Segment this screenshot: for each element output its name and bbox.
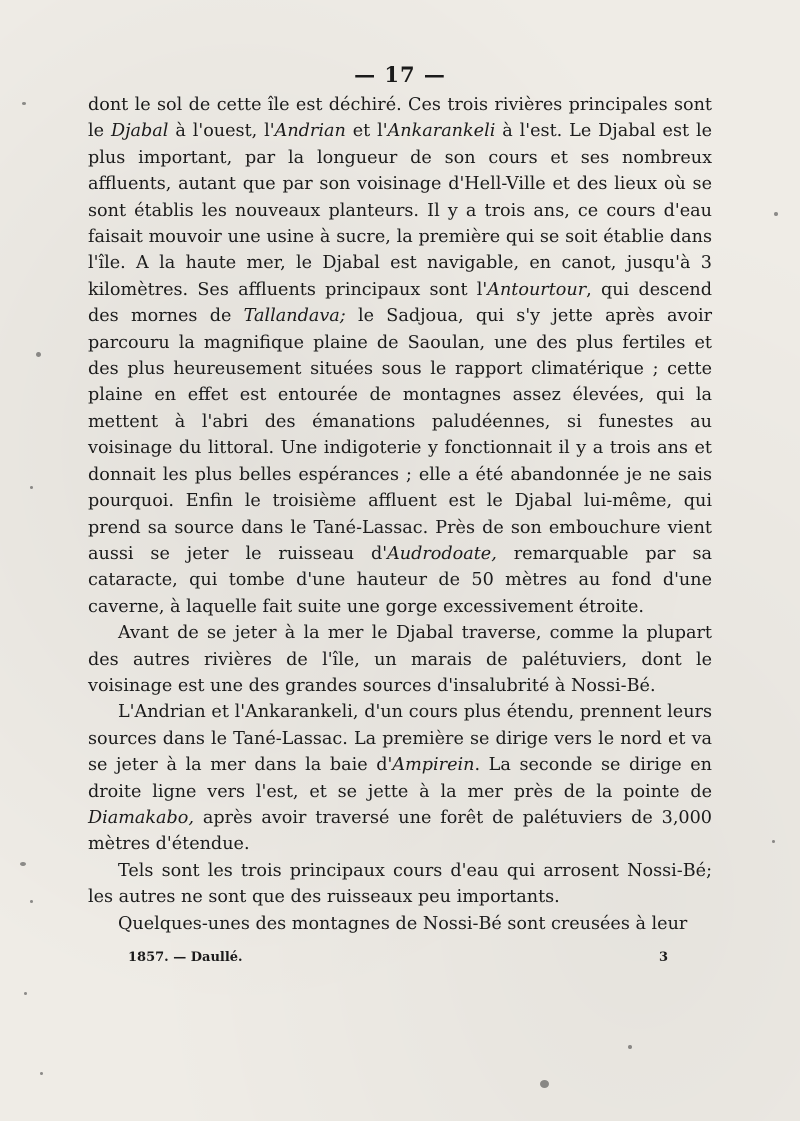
text-run: , qui descend des mornes de [88,279,713,327]
text-run: L'Andrian et l'Ankarankeli, d'un cours plus étendu, prennent leurs sources dans le Tané-Lassac. La première se dirige vers le nord et va se jeter à la mer dans la baie d' [88,702,712,776]
italic-term: Audrodoate, [387,543,497,564]
text-run: Avant de se jeter à la mer le Djabal traverse, comme la plupart des autres rivières de l'île, un marais de palétuviers, dont le voisinage est une des grandes sources d'insalubrité à Nossi-Bé. [88,623,712,696]
body-text [88,92,712,937]
ink-speck [40,1072,43,1075]
body-paragraph [88,858,712,911]
sheet-number: 3 [658,950,668,965]
body-paragraph [88,911,712,937]
text-run: Quelques-unes des montagnes de Nossi-Bé sont creusées à leur [118,913,688,934]
ink-speck [22,102,26,105]
ink-speck [20,862,26,866]
text-run: dont le sol de cette île est déchiré. Ces trois rivières principales sont le [88,95,712,142]
ink-speck [24,992,27,995]
ink-speck [628,1045,632,1049]
italic-term: Antourtour [487,279,587,300]
ink-speck [774,212,778,216]
italic-term: Tallandava; [243,306,346,327]
ink-speck [36,352,41,357]
italic-term: Ampirein [392,755,475,776]
ink-speck [540,1080,549,1088]
text-run: le Sadjoua, qui s'y jette après avoir parcouru la magnifique plaine de Saoulan, une des plus fertiles et des plus heureusement situées sous le rapport climatérique ; cette plaine en effet est entourée de montagnes assez élevées, qui la mettent à l'abri des émanations paludéennes, si funestes au voisinage du littoral. Une indigoterie y fonctionnait il y a trois ans et donnait les plus belles espérances ; elle a été abandonnée je ne sais pourquoi. Enfin le troisième affluent est le Djabal lui-même, qui prend sa source dans le Tané-Lassac. Près de son embouchure vient aussi se jeter le ruisseau d' [88,306,712,564]
page-number: — 17 — [354,62,446,87]
text-run: Tels sont les trois principaux cours d'eau qui arrosent Nossi-Bé; les autres ne sont que des ruisseaux peu importants. [88,860,712,908]
italic-term: Ankarankeli [387,121,496,142]
italic-term: Diamakabo, [88,807,194,828]
text-run: à l'est. Le Djabal est le plus important, par la longueur de son cours et ses nombreux affluents, autant que par son voisinage d'Hell-Ville et des lieux où se sont établis les nouveaux planteurs. Il y a trois ans, ce cours d'eau faisait mouvoir une usine à sucre, la première qui se soit établie dans l'île. A la haute mer, le Djabal est navigable, en canot, jusqu'à 3 kilomètres. Ses affluents principaux sont l' [88,121,712,300]
printer-signature-mark: 1857. — Daullé. [128,950,243,965]
text-run: après avoir traversé une forêt de palétuviers de 3,000 mètres d'étendue. [88,807,712,855]
text-run: remarquable par sa cataracte, qui tombe d'une hauteur de 50 mètres au fond d'une caverne, à laquelle fait suite une gorge excessivement étroite. [88,543,712,617]
italic-term: Andrian [274,121,346,142]
body-paragraph [88,92,712,620]
ink-speck [30,900,33,903]
text-run: à l'ouest, l' [168,121,275,142]
body-paragraph [88,699,712,857]
ink-speck [772,840,775,843]
page-footer [128,950,668,965]
body-paragraph [88,620,712,699]
ink-speck [30,486,33,489]
text-run: . La seconde se dirige en droite ligne vers l'est, et se jette à la mer près de la pointe de [88,755,712,802]
text-run: et l' [345,121,388,142]
italic-term: Djabal [110,121,169,142]
